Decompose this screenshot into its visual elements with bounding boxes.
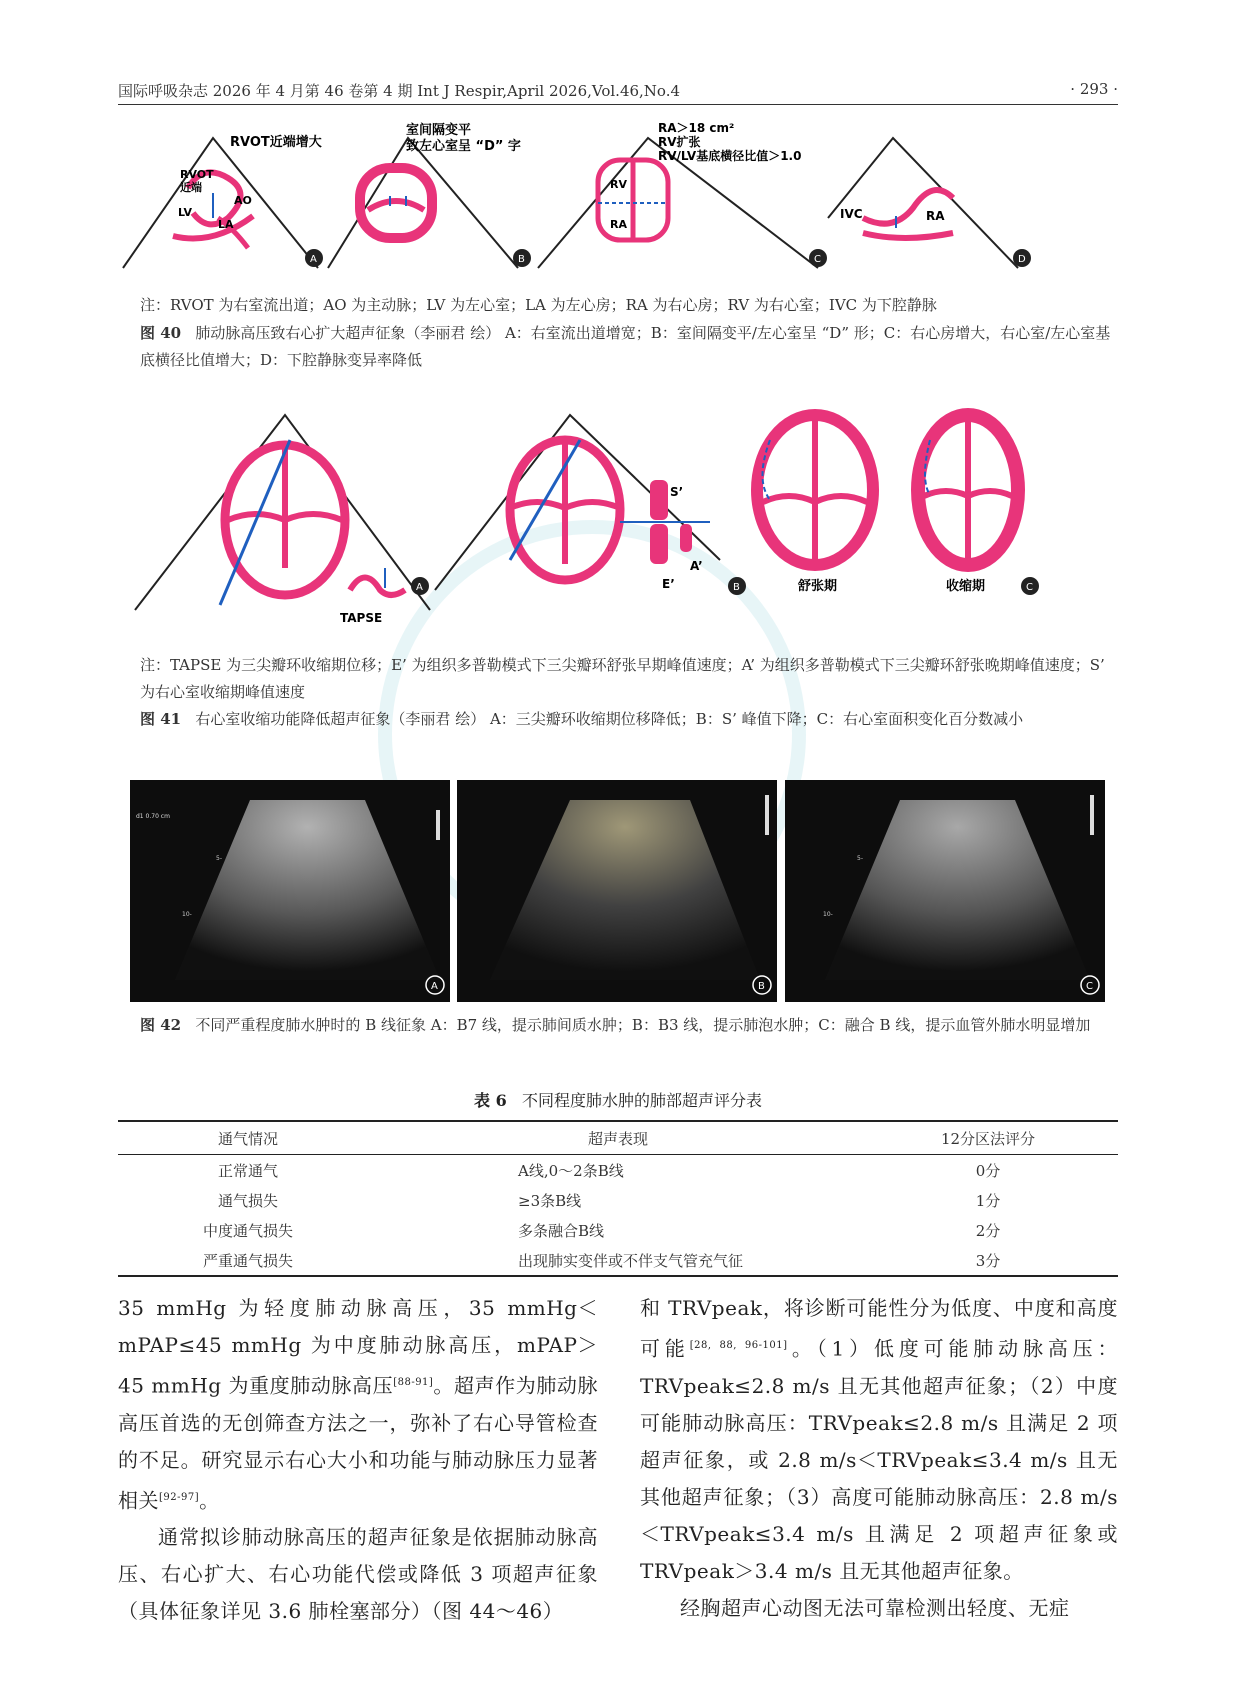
fig40-panel-c [538,121,827,268]
table-row [118,1215,1118,1245]
table-cell: 正常通气 [217,1161,278,1180]
table-cell: ≥3条B线 [518,1191,582,1210]
fig40-a-title: RVOT近端增大 [230,135,322,150]
fig41-note: 注：TAPSE 为三尖瓣环收缩期位移；E’ 为组织多普勒模式下三尖瓣环舒张早期峰值速度；A’ 为组织多普勒模式下三尖瓣环舒张晚期峰值速度；S’ 为右心室收缩期峰值速度 [140,656,1105,701]
table-row [118,1185,1118,1215]
fig42-measure: d1 0.70 cm [136,813,170,820]
fig41-panel-b [435,415,746,595]
body-left-paragraph-2: 通常拟诊肺动脉高压的超声征象是依据肺动脉高压、右心扩大、右心功能代偿或降低 3 项超声征象（具体征象详见 3.6 肺栓塞部分）（图 44～46） [118,1525,598,1624]
fig40-note: 注：RVOT 为右室流出道；AO 为主动脉；LV 为左心室；LA 为左心房；RA 为右心房；RV 为右心室；IVC 为下腔静脉 [140,296,937,314]
fig40-panel-b-label: B [518,254,525,265]
text-span: 。超声作为肺动脉高压首选的无创筛查方法之一，弥补了右心导管检查的不足。研究显示右心大小和功能与肺动脉压力显著相关 [118,1373,599,1513]
col-score: 12分区法评分 [858,1121,1118,1155]
body-left-column [118,1290,598,1630]
table-cell: 出现肺实变伴或不伴支气管充气征 [378,1245,858,1276]
body-right-column [640,1290,1118,1627]
fig41-panel-c [757,415,1039,595]
fig42-caption-text: 不同严重程度肺水肿时的 B 线征象 A：B7 线，提示肺间质水肿；B：B3 线，提示肺泡水肿；C：融合 B 线，提示血管外肺水明显增加 [195,1016,1091,1034]
fig41-caption-text: 右心室收缩功能降低超声征象（李丽君 绘） A：三尖瓣环收缩期位移降低；B：S’ 峰值下降；C：右心室面积变化百分数减小 [195,710,1024,728]
figure-42-ultrasound [130,780,1105,1002]
table-cell: 1分 [975,1191,1001,1210]
table6-title-text: 不同程度肺水肿的肺部超声评分表 [521,1091,762,1110]
fig40-caption-text: 肺动脉高压致右心扩大超声征象（李丽君 绘） A：右室流出道增宽；B：室间隔变平/左心室呈 “D” 形；C：右心房增大，右心室/左心室基底横径比值增大；D：下腔静脉变异率降低 [140,324,1111,369]
fig42-panel-b [457,780,777,1002]
fig40-c-line1: RA＞18 cm² [658,121,735,135]
fig40-c-line2: RV扩张 [658,135,701,149]
fig40-d-ra: RA [926,209,945,223]
table-cell: 通气损失 [217,1191,278,1210]
fig42-a-depth10: 10- [182,911,192,918]
table-row [118,1245,1118,1276]
table-cell: 多条融合B线 [518,1221,605,1240]
fig40-a-ao: AO [234,194,252,207]
page-number: · 293 · [1070,80,1118,98]
fig40-d-ivc: IVC [840,207,863,221]
fig42-caption-label: 图 42 [140,1016,182,1034]
text-span: 。 [199,1488,220,1513]
fig41-panel-a [135,415,430,625]
table-row [118,1155,1118,1186]
fig42-a-depth5: 5- [216,855,222,862]
fig40-panel-d-label: D [1018,254,1026,265]
citation: [28, 88, 96-101] [689,1340,788,1351]
fig40-c-ra: RA [610,218,627,231]
fig40-panel-a-label: A [310,254,317,265]
table6 [118,1120,1118,1277]
text-span: 。（1）低度可能肺动脉高压：TRVpeak≤2.8 m/s 且无其他超声征象；（2）中度可能肺动脉高压：TRVpeak≤2.8 m/s 且满足 2 项超声征象，或 2.8 m/s＜TRVpeak≤3.4 m/s 且无其他超声征象；（3）高度可能肺动脉高压：2.8 m/s＜TRVpeak≤3.4 m/s 且满足 2 项超声征象或 TRVpeak＞3.4 m/s 且无其他超声征象。 [640,1336,1118,1583]
table-cell: A线,0～2条B线 [518,1161,624,1180]
fig41-panel-a-label: A [416,582,423,593]
fig42-c-depth10: 10- [823,911,833,918]
fig41-panel-c-label: C [1026,582,1033,593]
fig40-panel-c-label: C [814,254,821,265]
body-right-paragraph-2: 经胸超声心动图无法可靠检测出轻度、无症 [680,1595,1070,1620]
fig42-panel-c-label: C [1086,981,1093,992]
fig40-caption-label: 图 40 [140,324,182,342]
fig41-systole: 收缩期 [946,579,986,594]
fig40-a-la: LA [218,218,234,231]
fig42-panel-b-label: B [758,981,765,992]
fig40-panel-a [123,134,323,268]
fig40-c-line3: RV/LV基底横径比值＞1.0 [658,149,802,163]
fig41-diastole: 舒张期 [798,579,838,594]
fig41-s: S’ [670,485,684,499]
fig41-e: E’ [662,577,675,591]
table-cell: 中度通气损失 [202,1221,293,1240]
citation: [88-91] [393,1377,434,1388]
fig40-panel-d [828,138,1031,268]
figure-41-illustration [130,400,1118,650]
table-cell: 严重通气损失 [118,1245,378,1276]
fig42-c-depth5: 5- [857,855,863,862]
citation: [92-97] [159,1491,200,1503]
fig42-caption [140,1012,1118,1039]
fig40-caption [140,320,1118,374]
fig40-a-lv: LV [178,206,193,219]
col-ventilation: 通气情况 [118,1121,378,1155]
fig41-a: A’ [690,559,703,573]
journal-info: 国际呼吸杂志 2026 年 4 月第 46 卷第 4 期 Int J Respir,April 2026,Vol.46,No.4 [118,82,681,100]
text-span: 35 mmHg 为轻度肺动脉高压，35 mmHg＜mPAP≤45 mmHg 为中度肺动脉高压，mPAP＞45 mmHg 为重度肺动脉高压 [118,1296,598,1398]
fig40-c-rv: RV [610,178,627,191]
running-header [118,80,1118,101]
table-cell: 3分 [858,1245,1118,1276]
fig40-b-title2: 致左心室呈 “D” 字 [406,139,521,154]
fig41-caption [140,706,1118,733]
text-span: 和 TRVpeak，将诊断可能性分为低度、中度和高度可能 [640,1296,1118,1361]
fig40-panel-b [328,122,531,268]
fig40-b-title1: 室间隔变平 [406,123,472,138]
table-header-row [118,1121,1118,1155]
figure-40-illustration [118,118,1118,288]
table6-title-label: 表 6 [474,1091,507,1110]
fig42-panel-a-label: A [431,981,438,992]
body-left-paragraph-1 [118,1290,598,1519]
fig42-panel-a [130,780,450,1002]
fig41-caption-label: 图 41 [140,710,182,728]
header-rule [118,104,1118,105]
fig41-tapse: TAPSE [340,611,383,625]
table-cell: 0分 [975,1161,1001,1180]
fig40-a-rvot2: 近端 [180,181,202,194]
fig42-panel-c [785,780,1105,1002]
fig40-a-rvot1: RVOT [180,168,214,181]
body-right-paragraph-1 [640,1290,1118,1590]
table-cell: 2分 [975,1221,1001,1240]
col-ultrasound: 超声表现 [378,1121,858,1155]
fig41-panel-b-label: B [733,582,740,593]
table6-title [118,1088,1118,1111]
